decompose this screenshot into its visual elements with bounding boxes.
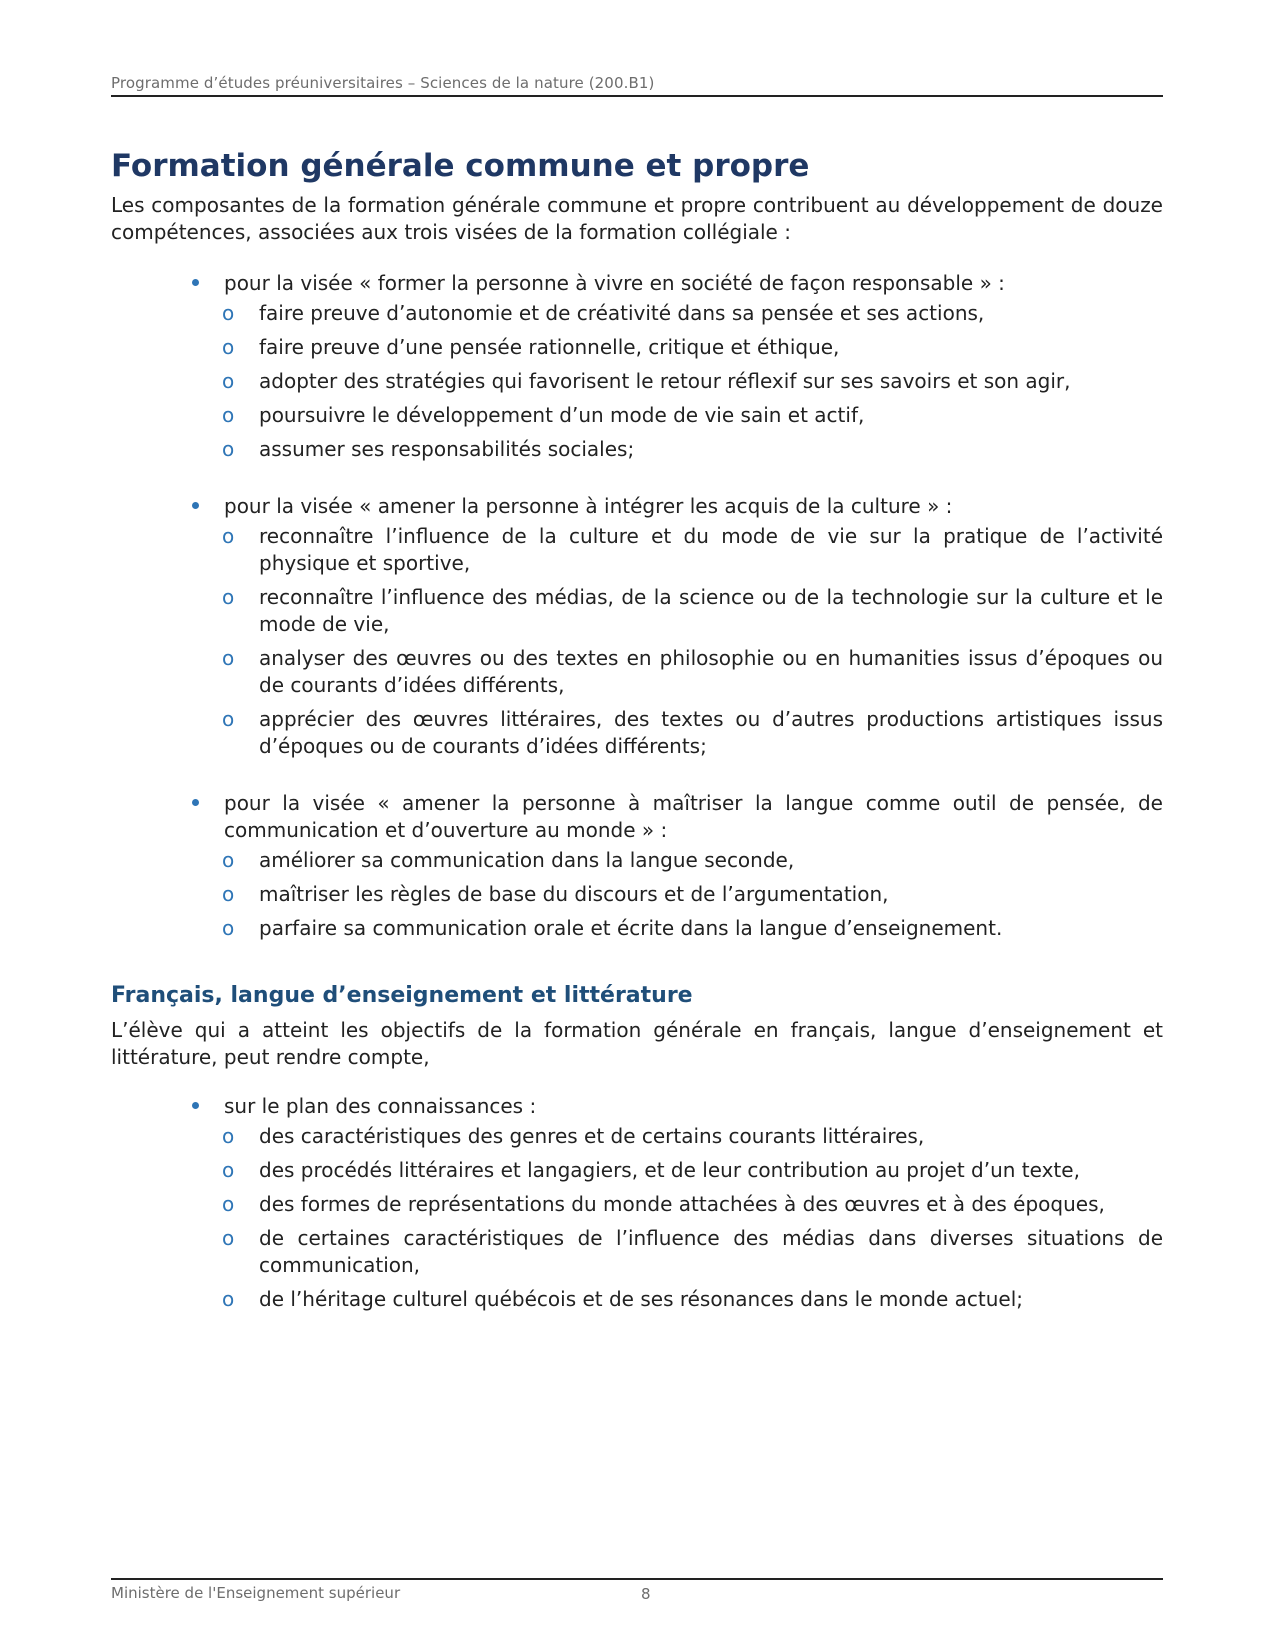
sub-list-item: o de certaines caractéristiques de l’influence des médias dans diverses situations de communication,: [222, 1225, 1163, 1277]
sub-list-item: o apprécier des œuvres littéraires, des textes ou d’autres productions artistiques issus d’époques ou de courants d’idées différents;: [222, 707, 1163, 759]
bullet-list: [111, 270, 1163, 942]
sub-list: [224, 1123, 1163, 1313]
circle-bullet-icon: o: [222, 1191, 235, 1216]
bullet-icon: [192, 1102, 199, 1109]
section-intro: Les composantes de la formation générale commune et propre contribuent au développement de douze compétences, associées aux trois visées de la formation collégiale :: [111, 193, 1163, 245]
sub-list-item: o de l’héritage culturel québécois et de ses résonances dans le monde actuel;: [222, 1286, 1024, 1311]
circle-bullet-icon: o: [222, 524, 235, 549]
circle-bullet-icon: o: [222, 335, 235, 360]
sub-list-item: o faire preuve d’autonomie et de créativité dans sa pensée et ses actions,: [222, 301, 985, 326]
sub-list: [224, 847, 1163, 942]
page-number: 8: [641, 1585, 651, 1603]
page-header: Programme d’études préuniversitaires – Sciences de la nature (200.B1): [111, 74, 1163, 97]
list-item: [224, 493, 1163, 760]
circle-bullet-icon: o: [222, 585, 235, 610]
bullet-icon: [192, 279, 199, 286]
page-footer: [111, 1578, 1163, 1602]
circle-bullet-icon: o: [222, 1157, 235, 1182]
circle-bullet-icon: o: [222, 403, 235, 428]
sub-list-item: o améliorer sa communication dans la langue seconde,: [222, 848, 795, 873]
sub-list: [224, 523, 1163, 760]
bullet-text: pour la visée « former la personne à vivre en société de façon responsable » :: [224, 271, 1005, 296]
section-title: Formation générale commune et propre: [111, 148, 810, 184]
circle-bullet-icon: o: [222, 916, 235, 941]
subsection-intro: L’élève qui a atteint les objectifs de la formation générale en français, langue d’enseignement et littérature, peut rendre compte,: [111, 1017, 1163, 1069]
circle-bullet-icon: o: [222, 301, 235, 326]
circle-bullet-icon: o: [222, 1286, 235, 1311]
bullet-text: pour la visée « amener la personne à intégrer les acquis de la culture » :: [224, 494, 953, 519]
sub-list-item: o maîtriser les règles de base du discours et de l’argumentation,: [222, 882, 889, 907]
sub-list-item: o poursuivre le développement d’un mode de vie sain et actif,: [222, 403, 865, 428]
sub-list-item: o parfaire sa communication orale et écrite dans la langue d’enseignement.: [222, 916, 1003, 941]
bullet-list: [111, 1093, 1163, 1313]
list-item: [224, 270, 1163, 463]
page-content: [111, 146, 1163, 1320]
sub-list-item: o analyser des œuvres ou des textes en philosophie ou en humanities issus d’époques ou de courants d’idées différents,: [222, 646, 1163, 698]
circle-bullet-icon: o: [222, 882, 235, 907]
bullet-icon: [192, 502, 199, 509]
circle-bullet-icon: o: [222, 1123, 235, 1148]
circle-bullet-icon: o: [222, 646, 235, 671]
list-item: [224, 790, 1163, 942]
sub-list-item: o adopter des stratégies qui favorisent le retour réflexif sur ses savoirs et son agir,: [222, 369, 1071, 394]
circle-bullet-icon: o: [222, 707, 235, 732]
list-item: [224, 1093, 1163, 1313]
sub-list-item: o des procédés littéraires et langagiers, et de leur contribution au projet d’un texte,: [222, 1157, 1080, 1182]
circle-bullet-icon: o: [222, 437, 235, 462]
circle-bullet-icon: o: [222, 1225, 235, 1250]
circle-bullet-icon: o: [222, 848, 235, 873]
sub-list-item: o des formes de représentations du monde attachées à des œuvres et à des époques,: [222, 1191, 1105, 1216]
sub-list-item: o reconnaître l’influence des médias, de la science ou de la technologie sur la culture et le mode de vie,: [222, 585, 1163, 637]
sub-list-item: o faire preuve d’une pensée rationnelle, critique et éthique,: [222, 335, 840, 360]
sub-list-item: o assumer ses responsabilités sociales;: [222, 437, 635, 462]
sub-list-item: o reconnaître l’influence de la culture et du mode de vie sur la pratique de l’activité physique et sportive,: [222, 524, 1163, 576]
sub-list-item: o des caractéristiques des genres et de certains courants littéraires,: [222, 1123, 925, 1148]
bullet-text: pour la visée « amener la personne à maîtriser la langue comme outil de pensée, de communication et d’ouverture au monde » :: [224, 791, 1163, 843]
circle-bullet-icon: o: [222, 369, 235, 394]
subsection-title: Français, langue d’enseignement et littérature: [111, 983, 693, 1009]
footer-publisher: Ministère de l'Enseignement supérieur: [111, 1584, 401, 1602]
bullet-text: sur le plan des connaissances :: [224, 1093, 537, 1118]
sub-list: [224, 300, 1163, 463]
bullet-icon: [192, 799, 199, 806]
